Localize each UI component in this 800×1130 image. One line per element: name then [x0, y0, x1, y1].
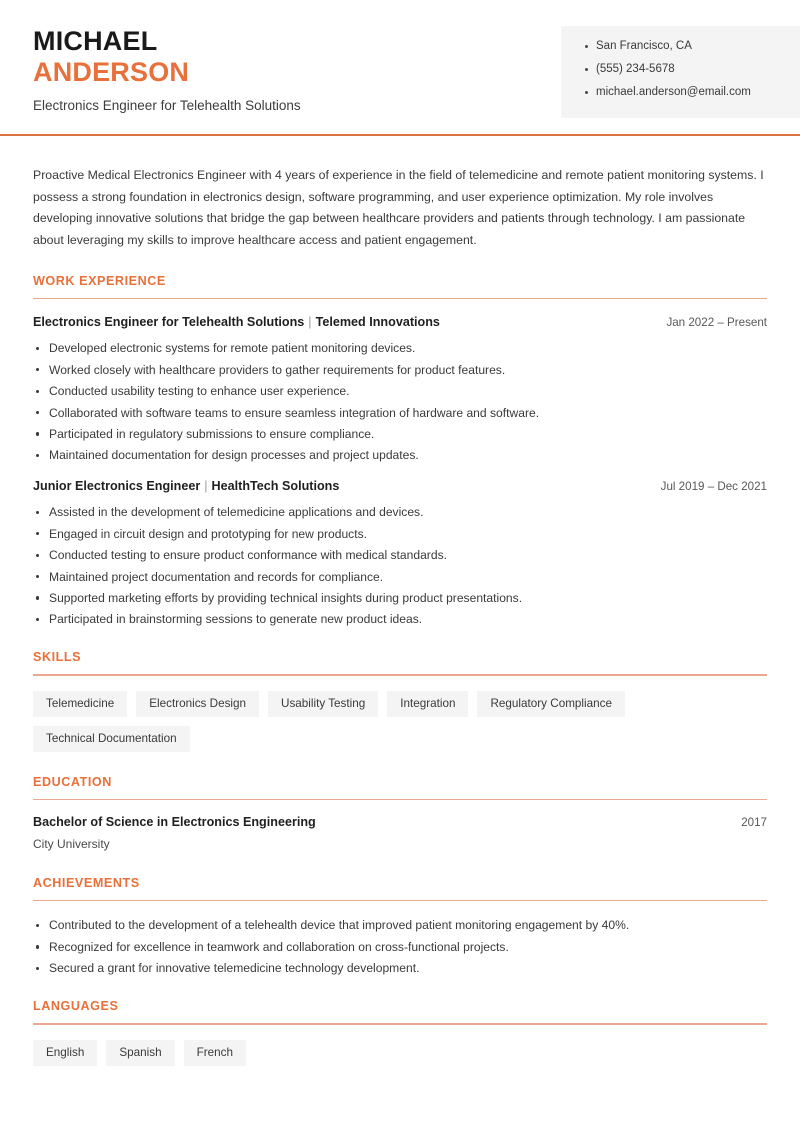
experience-bullet-list [33, 504, 767, 627]
skills-chip-list [33, 691, 767, 752]
experience-company: HealthTech Solutions [211, 479, 340, 494]
bullet-item: Engaged in circuit design and prototyping for new products. [33, 526, 767, 542]
resume-header [0, 0, 800, 136]
bullet-item: Recognized for excellence in teamwork and collaboration on cross-functional projects. [33, 939, 767, 955]
bullet-item: Developed electronic systems for remote patient monitoring devices. [33, 340, 767, 356]
bullet-item: Maintained documentation for design processes and project updates. [33, 447, 767, 463]
bullet-item: Contributed to the development of a telehealth device that improved patient monitoring engagement by 40%. [33, 917, 767, 933]
bullet-item: Participated in brainstorming sessions to generate new product ideas. [33, 611, 767, 627]
experience-title-line [33, 314, 440, 331]
section-underline [33, 799, 767, 800]
bullet-item: Conducted usability testing to enhance user experience. [33, 383, 767, 399]
resume-content [0, 165, 800, 1066]
section-underline [33, 1023, 767, 1024]
section-underline [33, 298, 767, 299]
bullet-item: Conducted testing to ensure product conformance with medical standards. [33, 547, 767, 563]
contact-phone: (555) 234-5678 [585, 62, 800, 77]
education-school: City University [33, 837, 110, 852]
experience-entry-header [33, 478, 767, 495]
bullet-item: Secured a grant for innovative telemedicine technology development. [33, 960, 767, 976]
identity-block [33, 26, 513, 115]
section-education [33, 774, 767, 853]
title-separator: | [308, 315, 312, 330]
skill-chip: Regulatory Compliance [477, 691, 624, 717]
experience-date-range: Jan 2022 – Present [666, 316, 767, 330]
skill-chip: Electronics Design [136, 691, 259, 717]
education-entry [33, 814, 767, 853]
section-title-work-experience: WORK EXPERIENCE [33, 274, 166, 288]
contact-info-box [561, 26, 800, 118]
languages-chip-list [33, 1040, 767, 1066]
last-name: ANDERSON [33, 57, 190, 87]
bullet-item: Supported marketing efforts by providing technical insights during product presentations. [33, 590, 767, 606]
education-entry-header [33, 814, 767, 831]
education-degree: Bachelor of Science in Electronics Engineering [33, 815, 316, 830]
experience-role: Junior Electronics Engineer [33, 479, 201, 494]
contact-email: michael.anderson@email.com [585, 85, 800, 100]
section-languages [33, 998, 767, 1065]
experience-entry [33, 478, 767, 627]
bullet-item: Participated in regulatory submissions to ensure compliance. [33, 426, 767, 442]
education-year: 2017 [741, 816, 767, 830]
experience-role: Electronics Engineer for Telehealth Solutions [33, 315, 305, 330]
experience-bullet-list [33, 340, 767, 463]
skill-chip: Technical Documentation [33, 726, 190, 752]
headline-tagline: Electronics Engineer for Telehealth Solutions [33, 98, 301, 113]
experience-title-line [33, 478, 339, 495]
section-title-skills: SKILLS [33, 650, 82, 665]
achievements-bullet-list [33, 917, 767, 976]
skill-chip: Integration [387, 691, 468, 717]
title-separator: | [204, 479, 208, 494]
language-chip: Spanish [106, 1040, 174, 1066]
section-underline [33, 674, 767, 675]
skill-chip: Telemedicine [33, 691, 127, 717]
experience-entry-header [33, 314, 767, 331]
professional-summary: Proactive Medical Electronics Engineer with 4 years of experience in the field of telemedicine and remote patient monitoring systems. I possess a strong foundation in electronics design, software programming, and user experience optimization. My role involves developing innovative solutions that bridge the gap between healthcare providers and patients through technology. I am passionate about leveraging my skills to improve healthcare access and patient engagement. [33, 168, 764, 247]
bullet-item: Worked closely with healthcare providers to gather requirements for product features. [33, 362, 767, 378]
language-chip: French [184, 1040, 246, 1066]
bullet-item: Collaborated with software teams to ensure seamless integration of hardware and software. [33, 405, 767, 421]
header-divider [0, 134, 800, 136]
skill-chip: Usability Testing [268, 691, 378, 717]
section-title-languages: LANGUAGES [33, 999, 119, 1014]
section-work-experience [33, 273, 767, 627]
contact-location: San Francisco, CA [585, 39, 800, 54]
section-skills [33, 649, 767, 751]
bullet-item: Maintained project documentation and records for compliance. [33, 569, 767, 585]
section-title-education: EDUCATION [33, 774, 112, 789]
experience-date-range: Jul 2019 – Dec 2021 [660, 480, 767, 494]
experience-entry [33, 314, 767, 463]
language-chip: English [33, 1040, 97, 1066]
section-title-achievements: ACHIEVEMENTS [33, 876, 140, 891]
bullet-item: Assisted in the development of telemedicine applications and devices. [33, 504, 767, 520]
section-underline [33, 900, 767, 901]
experience-company: Telemed Innovations [315, 315, 440, 330]
section-achievements [33, 875, 767, 976]
first-name: MICHAEL [33, 26, 158, 56]
